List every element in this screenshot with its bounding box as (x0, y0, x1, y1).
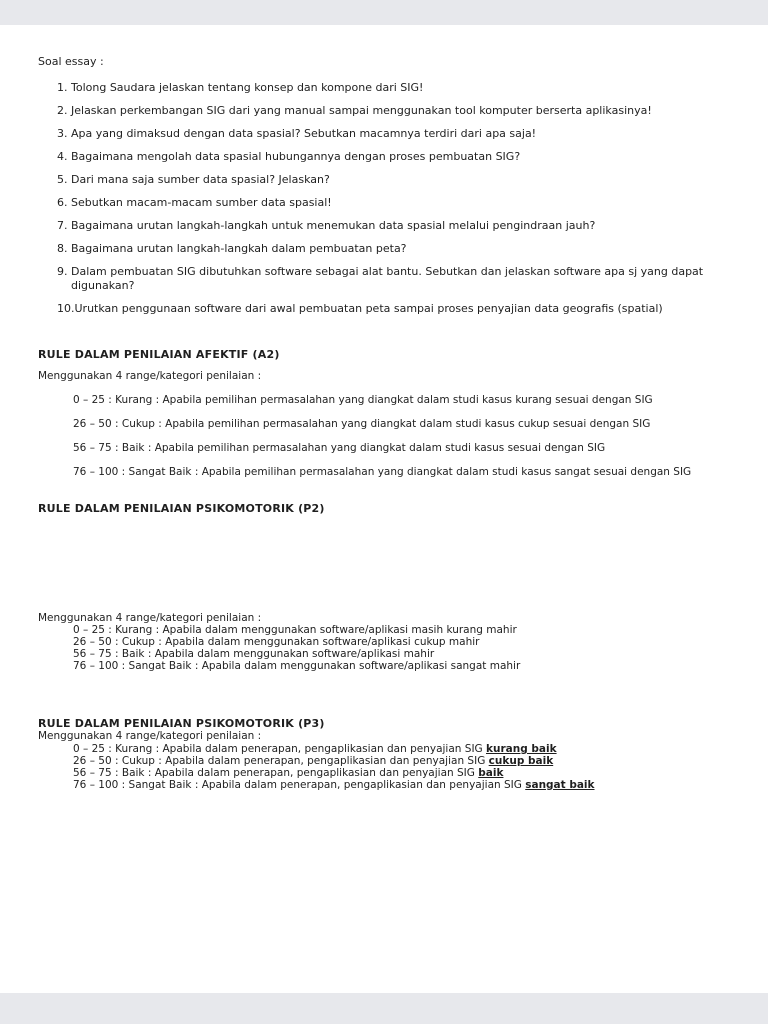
question-text: Tolong Saudara jelaskan tentang konsep dan kompone dari SIG! (71, 81, 424, 94)
range-line-text: 76 – 100 : Sangat Baik : Apabila dalam penerapan, pengaplikasian dan penyajian SIG (73, 779, 526, 791)
question-text: Bagaimana urutan langkah-langkah untuk menemukan data spasial melalui pengindraan jauh? (71, 219, 596, 232)
range-line-emphasis: sangat baik (525, 779, 595, 791)
question-number: 1. (57, 81, 68, 94)
question-text: Jelaskan perkembangan SIG dari yang manual sampai menggunakan tool komputer berserta aplikasinya! (71, 104, 652, 117)
question-number: 2. (57, 104, 68, 117)
range-line-emphasis: baik (478, 767, 504, 779)
essay-question (38, 219, 728, 233)
section-penilaian-psikomotorik-p2 (38, 502, 728, 672)
range-line-text: 56 – 75 : Baik : Apabila dalam penerapan, pengaplikasian dan penyajian SIG (73, 767, 479, 779)
question-number: 5. (57, 173, 68, 186)
range-line: 56 – 75 : Baik : Apabila pemilihan permasalahan yang diangkat dalam studi kasus sesuai dengan SIG (73, 442, 606, 454)
section-heading: RULE DALAM PENILAIAN PSIKOMOTORIK (P2) (38, 502, 325, 515)
question-number: 7. (57, 219, 68, 232)
section-penilaian-afektif-a2 (38, 348, 728, 478)
question-text: Bagaimana mengolah data spasial hubungannya dengan proses pembuatan SIG? (71, 150, 521, 163)
range-line-text: 26 – 50 : Cukup : Apabila dalam penerapan, pengaplikasian dan penyajian SIG (73, 755, 489, 767)
range-line: 76 – 100 : Sangat Baik : Apabila dalam menggunakan software/aplikasi sangat mahir (73, 660, 521, 672)
question-text: Sebutkan macam-macam sumber data spasial! (71, 196, 332, 209)
range-line: 0 – 25 : Kurang : Apabila pemilihan permasalahan yang diangkat dalam studi kasus kurang sesuai dengan SIG (73, 394, 653, 406)
range-lines (38, 743, 728, 791)
range-line: 26 – 50 : Cukup : Apabila dalam menggunakan software/aplikasi cukup mahir (73, 636, 480, 648)
question-number: 8. (57, 242, 68, 255)
range-line: 56 – 75 : Baik : Apabila dalam menggunakan software/aplikasi mahir (73, 648, 435, 660)
range-line (73, 755, 728, 767)
question-text: Dalam pembuatan SIG dibutuhkan software sebagai alat bantu. Sebutkan dan jelaskan software apa sj yang dapat digunakan? (71, 265, 704, 292)
range-line-emphasis: kurang baik (486, 743, 557, 755)
range-line-text: 0 – 25 : Kurang : Apabila dalam penerapan, pengaplikasian dan penyajian SIG (73, 743, 487, 755)
range-lines (38, 382, 728, 478)
range-line: 76 – 100 : Sangat Baik : Apabila pemilihan permasalahan yang diangkat dalam studi kasus sangat sesuai dengan SIG (73, 466, 692, 478)
question-number: 9. (57, 265, 68, 278)
section-intro: Menggunakan 4 range/kategori penilaian : (38, 612, 262, 624)
essay-question (38, 104, 728, 118)
essay-question (38, 265, 728, 292)
range-lines (38, 624, 728, 672)
essay-question (38, 127, 728, 141)
essay-question (38, 81, 728, 95)
question-text: Urutkan penggunaan software dari awal pembuatan peta sampai proses penyajian data geografis (spatial) (74, 301, 663, 315)
section-penilaian-psikomotorik-p3 (38, 717, 728, 791)
range-line (73, 743, 728, 755)
range-line (73, 767, 728, 779)
question-number: 10. (57, 301, 75, 315)
section-heading: RULE DALAM PENILAIAN AFEKTIF (A2) (38, 348, 280, 361)
essay-question-list (38, 81, 728, 315)
question-number: 4. (57, 150, 68, 163)
section-heading: RULE DALAM PENILAIAN PSIKOMOTORIK (P3) (38, 717, 325, 730)
question-number: 3. (57, 127, 68, 140)
question-text: Apa yang dimaksud dengan data spasial? Sebutkan macamnya terdiri dari apa saja! (71, 127, 537, 140)
range-line: 0 – 25 : Kurang : Apabila dalam menggunakan software/aplikasi masih kurang mahir (73, 624, 517, 636)
section-intro: Menggunakan 4 range/kategori penilaian : (38, 730, 262, 742)
question-text: Bagaimana urutan langkah-langkah dalam pembuatan peta? (71, 242, 407, 255)
range-line-emphasis: cukup baik (488, 755, 554, 767)
question-number: 6. (57, 196, 68, 209)
essay-question (38, 242, 728, 256)
essay-title: Soal essay : (38, 55, 104, 68)
document-page (0, 25, 768, 993)
essay-question (38, 173, 728, 187)
range-line (73, 779, 728, 791)
range-line: 26 – 50 : Cukup : Apabila pemilihan permasalahan yang diangkat dalam studi kasus cukup sesuai dengan SIG (73, 418, 651, 430)
empty-space (38, 515, 728, 612)
essay-question (38, 302, 728, 316)
essay-question (38, 150, 728, 164)
essay-question (38, 196, 728, 210)
section-intro: Menggunakan 4 range/kategori penilaian : (38, 370, 262, 382)
question-text: Dari mana saja sumber data spasial? Jelaskan? (71, 173, 330, 186)
